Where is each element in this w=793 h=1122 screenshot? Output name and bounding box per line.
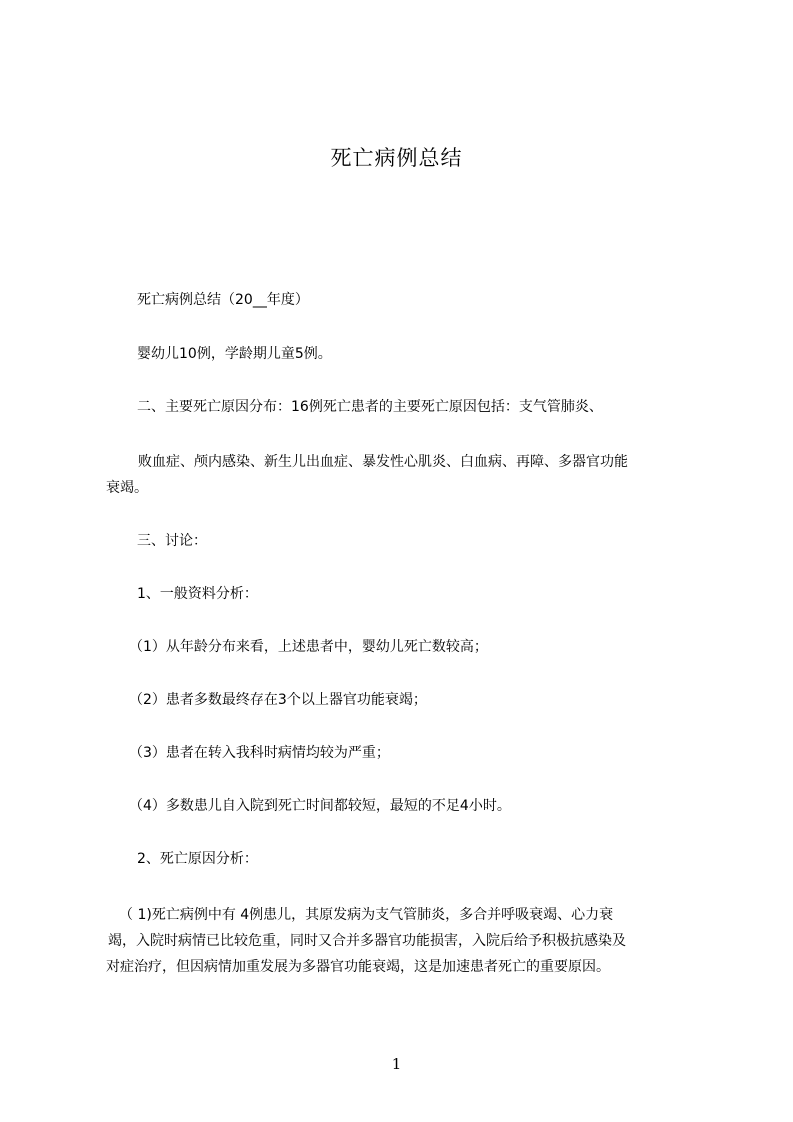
paragraph-cause-list-line1: 败血症、颅内感染、新生儿出血症、暴发性心肌炎、白血病、再障、多器官功能 [138,454,628,470]
analysis-paragraph-line3: 对症治疗，但因病情加重发展为多器官功能衰竭，这是加速患者死亡的重要原因。 [106,959,610,975]
list-item-1: （1）从年龄分布来看，上述患者中，婴幼儿死亡数较高； [129,639,488,655]
page-number: 1 [391,1055,402,1073]
paragraph-infant-count: 婴幼儿10例，学龄期儿童5例。 [137,346,332,362]
paragraph-cause-list-line2: 衰竭。 [106,480,148,496]
analysis-paragraph-line1: （ 1)死亡病例中有 4例患儿，其原发病为支气管肺炎，多合并呼吸衰竭、心力衰 [119,907,614,923]
list-item-4: （4）多数患儿自入院到死亡时间都较短，最短的不足4小时。 [129,798,511,814]
subsection-death-cause-analysis: 2、死亡原因分析： [137,851,258,867]
list-item-2: （2）患者多数最终存在3个以上器官功能衰竭； [129,692,427,708]
paragraph-heading-annual: 死亡病例总结（20__年度） [137,292,309,308]
list-item-3: （3）患者在转入我科时病情均较为严重； [129,745,390,761]
paragraph-cause-distribution: 二、主要死亡原因分布：16例死亡患者的主要死亡原因包括：支气管肺炎、 [137,399,603,415]
analysis-paragraph-line2: 竭，入院时病情已比较危重，同时又合并多器官功能损害，入院后给予积极抗感染及 [108,933,626,949]
subsection-general-analysis: 1、一般资料分析： [137,586,258,602]
document-title: 死亡病例总结 [330,146,463,170]
section-discussion: 三、讨论： [137,533,207,549]
